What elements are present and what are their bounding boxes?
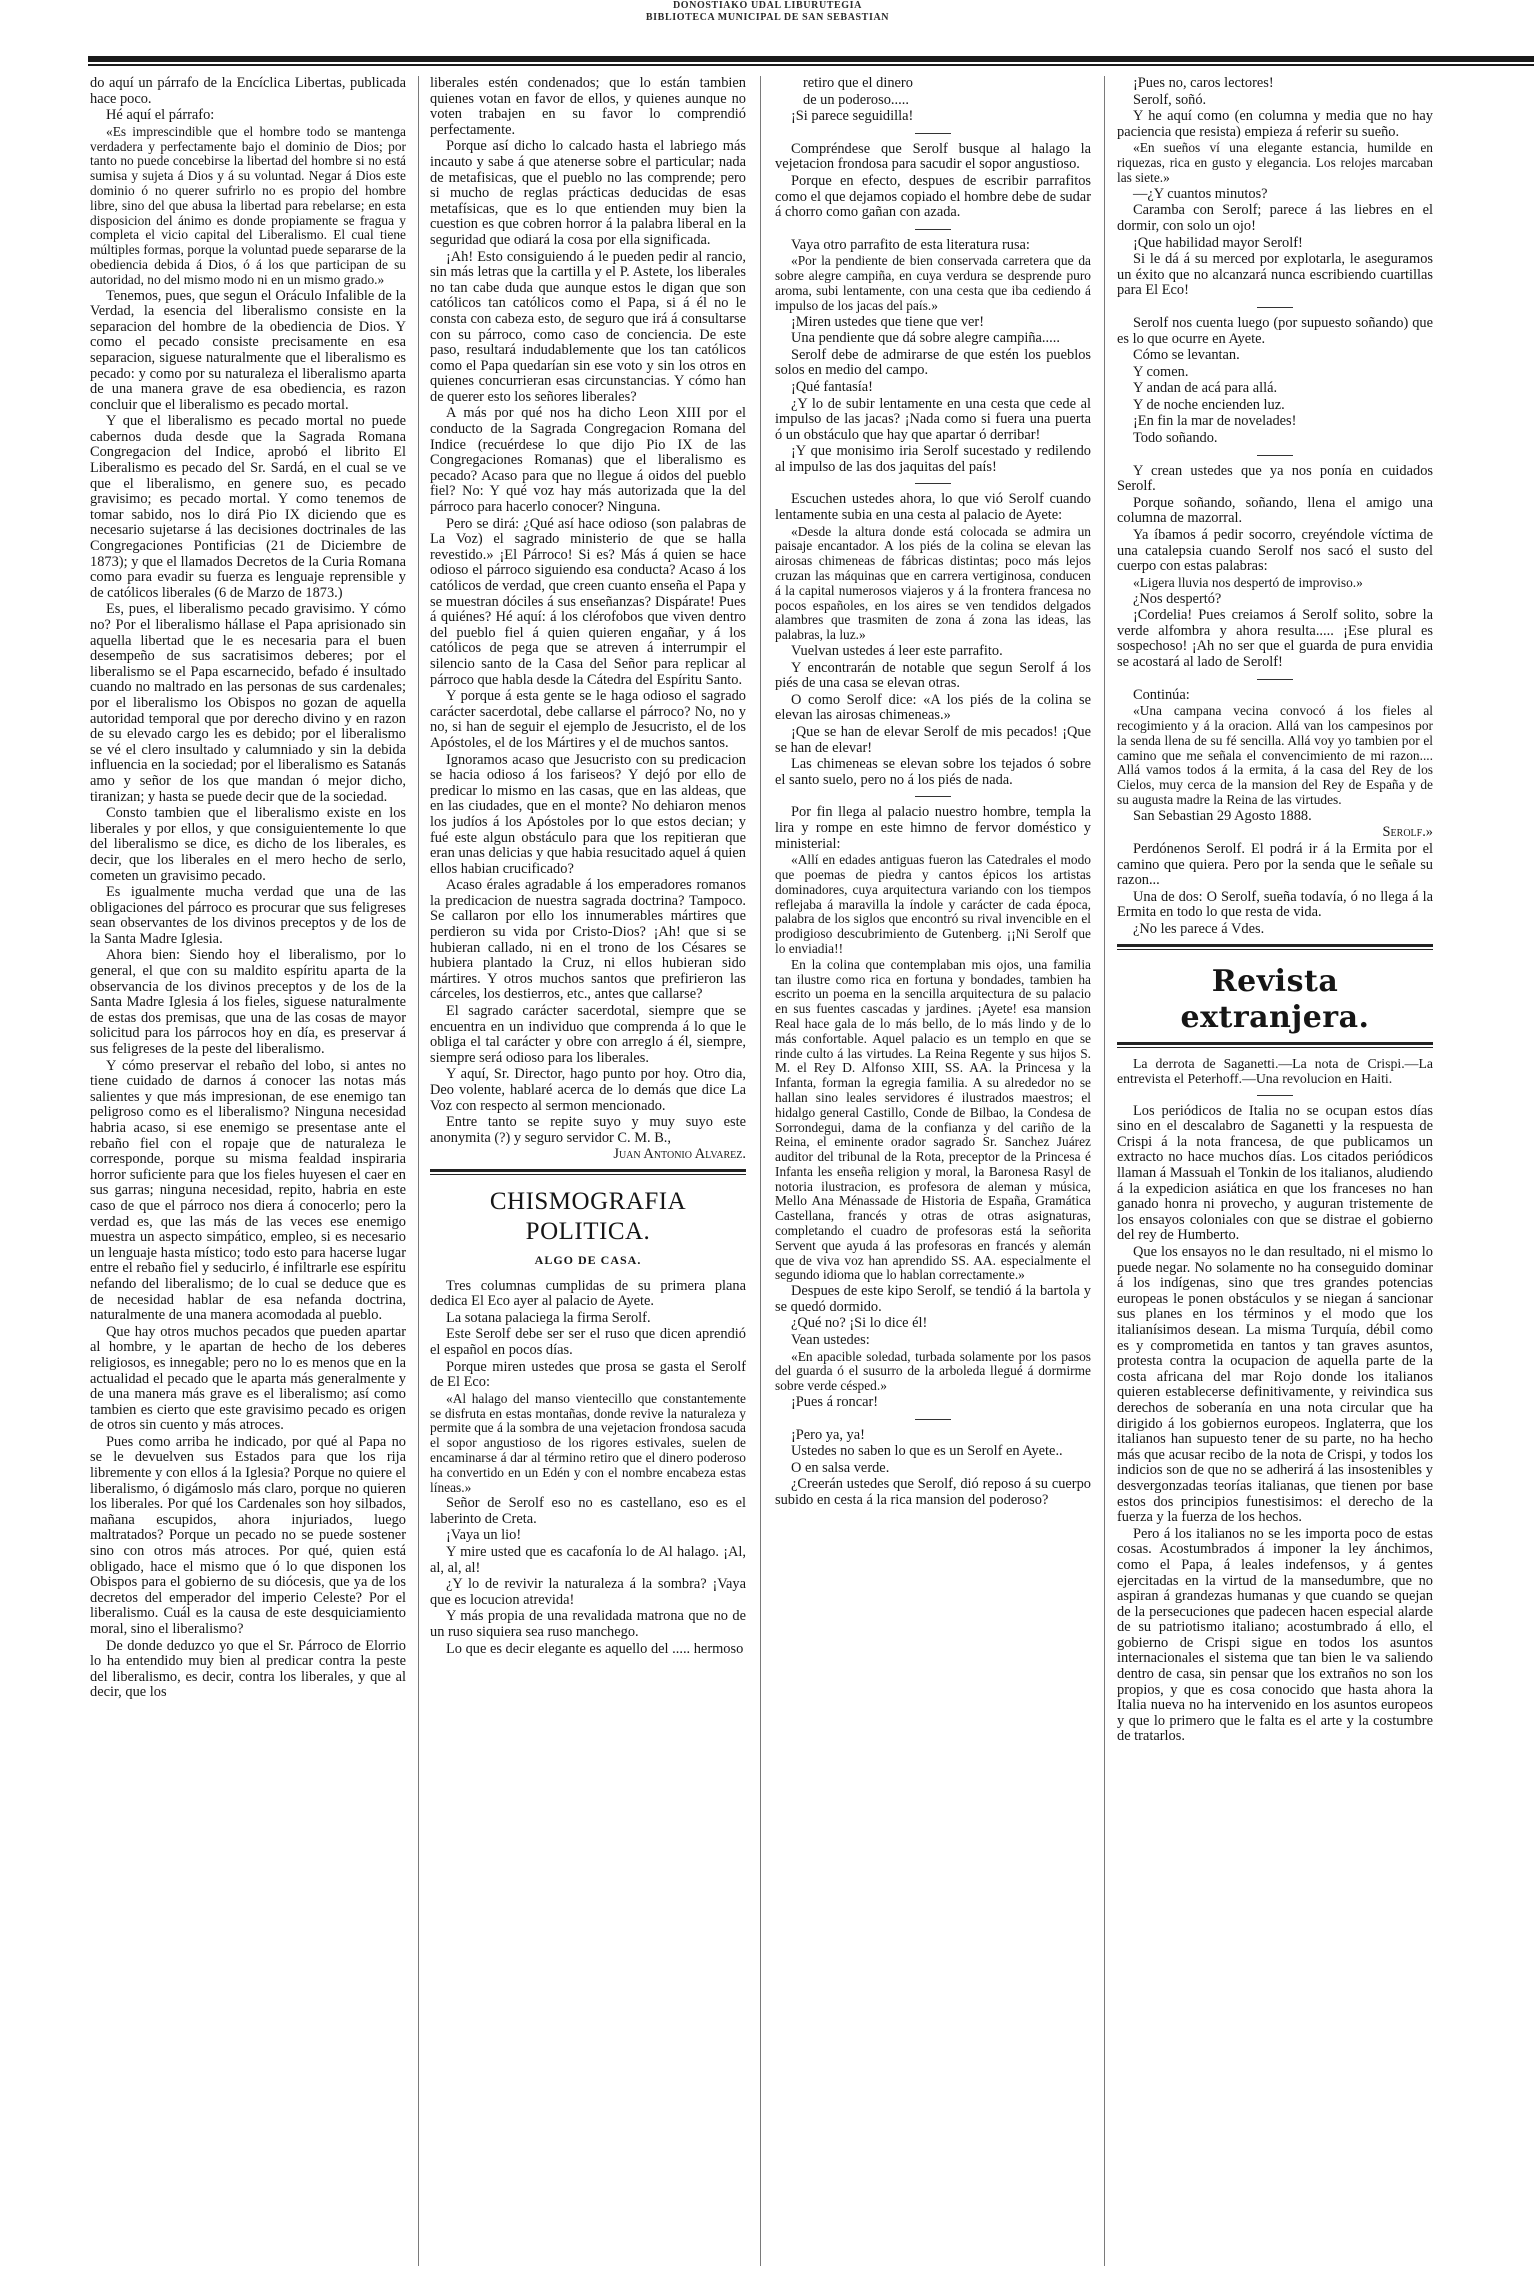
quote-paragraph: «Por la pendiente de bien conservada carretera que da sobre alegre campiña, en cuya verdura se desprende puro aroma, subi lentamente, con una cesta que iba cediendo á impulso de los jacas del país.» bbox=[775, 253, 1091, 313]
column-2 bbox=[430, 76, 746, 2266]
paragraph: Por fin llega al palacio nuestro hombre, templa la lira y rompe en este himno de fervor doméstico y ministerial: bbox=[775, 804, 1091, 852]
column-divider bbox=[1104, 76, 1105, 2266]
paragraph: ¡Que se han de elevar Serolf de mis pecados! ¡Que se han de elevar! bbox=[775, 724, 1091, 756]
paragraph: Pero se dirá: ¿Qué así hace odioso (son palabras de La Voz) el sagrado ministerio de que se halla revestido.» ¡El Párroco! Si es? Más á quien se hace odioso el párroco siguiendo esa conducta? Acaso á los católicos de verdad, que creen cuanto enseña el Papa y se muestran dóciles á sus enseñanzas? Dispárate! Pues á quiénes? Hé aquí: á los clérofobos que viven dentro del pueblo fiel á quien quieren engañar, y á los católicos de pega que se atreven á interrumpir el silencio santo de la Casa del Señor para replicar al párroco que habla desde la Cátedra del Espíritu Santo. bbox=[430, 515, 746, 688]
paragraph: Serolf nos cuenta luego (por supuesto soñando) que es lo que ocurre en Ayete. bbox=[1117, 314, 1433, 347]
paragraph: Ahora bien: Siendo hoy el liberalismo, por lo general, el que con su maldito espíritu aparta de la observancia de los divinos preceptos y de los de la Santa Madre Iglesia á los fieles, siguese naturalmente de estas dos premisas, que una de las cosas de mayor solicitud para los párrocos hoy en día, es preservar á sus feligreses de la peste del liberalismo. bbox=[90, 947, 406, 1058]
separator bbox=[915, 483, 951, 484]
paragraph: Lo que es decir elegante es aquello del ..... hermoso bbox=[446, 1640, 744, 1657]
verse-line: de un poderoso..... bbox=[803, 91, 909, 108]
paragraph: Y de noche encienden luz. bbox=[1133, 396, 1285, 413]
paragraph: Despues de este kipo Serolf, se tendió á la bartola y se quedó dormido. bbox=[775, 1283, 1091, 1315]
paragraph: Entre tanto se repite suyo y muy suyo este anonymita (?) y seguro servidor C. M. B., bbox=[430, 1114, 746, 1146]
masthead bbox=[0, 0, 1535, 60]
header-rule-thin bbox=[88, 64, 1534, 66]
paragraph: Este Serolf debe ser ser el ruso que dicen aprendió el español en pocos días. bbox=[430, 1326, 746, 1358]
paragraph: ¿No les parece á Vdes. bbox=[1133, 920, 1265, 937]
paragraph: do aquí un párrafo de la Encíclica Libertas, publicada hace poco. bbox=[90, 76, 406, 107]
paragraph: Porque soñando, soñando, llena el amigo una columna de mazorral. bbox=[1117, 494, 1433, 527]
signature: Juan Antonio Alvarez. bbox=[613, 1146, 746, 1163]
paragraph: ¡Pues á roncar! bbox=[791, 1394, 879, 1411]
paragraph: ¿Nos despertó? bbox=[1133, 590, 1222, 607]
paragraph: O como Serolf dice: «A los piés de la colina se elevan las airosas chimeneas.» bbox=[775, 691, 1091, 724]
paragraph: Las chimeneas se elevan sobre los tejados ó sobre el santo suelo, pero no á los piés de nada. bbox=[775, 756, 1091, 788]
quote-paragraph: «Allí en edades antiguas fueron las Catedrales el modo que poemas de piedra y cantos épicos los artistas dominadores, cuya arquitectura variando con los tiempos reflejaba á maravilla la índole y carácter de cada época, palabra de los siglos que encontró su rival invencible en el prodigioso descubrimiento de Gutenberg. ¡¡Ni Serolf que lo enviadia!! bbox=[775, 852, 1091, 956]
section-rule bbox=[1117, 944, 1433, 950]
paragraph: Tres columnas cumplidas de su primera plana dedica El Eco ayer al palacio de Ayete. bbox=[430, 1277, 746, 1310]
paragraph: Continúa: bbox=[1133, 686, 1190, 703]
quote-paragraph: «Ligera lluvia nos despertó de improviso.» bbox=[1133, 574, 1363, 590]
paragraph: Serolf debe de admirarse de que estén los pueblos solos en medio del campo. bbox=[775, 346, 1091, 379]
paragraph: O en salsa verde. bbox=[791, 1459, 890, 1476]
paragraph: ¡Pero ya, ya! bbox=[791, 1426, 865, 1443]
paragraph: Vaya otro parrafito de esta literatura rusa: bbox=[791, 236, 1030, 253]
paragraph: Ignoramos acaso que Jesucristo con su predicacion se hacia odioso á los fariseos? Y dejó por ello de predicar lo mismo en las casas, que en las aldeas, que en las ciudades, que en el monte? No dehiaron menos los judíos á los Apóstoles por lo que estos decian; y fué este algun obstáculo para que los repitieran que eran unas delicias y que habia resucitado aquel á quien ellos habian crucificado? bbox=[430, 751, 746, 877]
paragraph: Los periódicos de Italia no se ocupan estos días sino en el descalabro de Saganetti y la respuesta de Crispi á la nota francesa, de que publicamos un extracto no hace muchos días. Los citados periódicos llaman á Massuah el Tonkin de los italianos, aludiendo á la expedicion asiática en que los franceses no han ganado honra ni provecho, y auguran tristemente de los ensayos coloniales con que se distrae el gobierno del rey de Humberto. bbox=[1117, 1102, 1433, 1244]
paragraph: Todo soñando. bbox=[1133, 430, 1218, 447]
paragraph: ¡Qué fantasía! bbox=[791, 378, 873, 395]
paragraph: Acaso érales agradable á los emperadores romanos la predicacion de nuestra sagrada doctrina? Tampoco. Se callaron por ello los innumerables mártires que perdieron su vida por Cristo-Dios? ¡Ah! que si se hubieran callado, ni en el trono de los Césares se hubiera plantado la Cruz, ni ellos hubieran sido mártires. Y otros muchos santos que prefirieron las cárceles, los destierros, etc., antes que callarse? bbox=[430, 877, 746, 1003]
paragraph: El sagrado carácter sacerdotal, siempre que se encuentra en un individuo que comprenda á lo que le obliga el tal carácter y obre con arreglo á él, siempre, siempre será odioso para los liberales. bbox=[430, 1003, 746, 1066]
quote-paragraph: En la colina que contemplaban mis ojos, una familia tan ilustre como rica en fortuna y bondades, tambien ha escrito un poema en la sencilla arquitectura de su palacio en sus fuentes cascadas y jardines. ¡Ayete! esa mansion Real hace gala de lo más bello, de lo más lindo y de lo más confortable. Aquel palacio es un templo en que se rinde culto á las virtudes. La Reina Regente y sus hijos S. M. el Rey D. Alfonso XIII, SS. AA. la Princesa y la Infanta, forman la egregia familia. A su alrededor no se hallan sino leales servidores é ilustrados maestros; el hidalgo general Castillo, Conde de Bilbao, la Condesa de Sorrondegui, dama de la confianza y del cariño de la Reina, el eminente orador sagrado Sr. Sanchez Juárez auditor del tribunal de la Rota, preceptor de la Princesa é Infanta les enseña religion y moral, la Baronesa Rasyl de notoria ilustracion, es profesora de aleman y música, Mello Ana Ménassade de Historia de España, Gramática Castellana, francés y otras de otras asignaturas, completando el cuadro de profesoras está la señorita Servent que ayuda á las profesoras en francés y alemán que de viva voz han aprendido SS. AA. especialmente el segundo idioma que lo hablan correctamente.» bbox=[775, 956, 1091, 1283]
section-rule bbox=[1117, 1042, 1433, 1048]
separator bbox=[915, 133, 951, 134]
separator bbox=[1257, 679, 1293, 680]
signature: Serolf.» bbox=[1382, 824, 1433, 841]
paragraph: ¡Y que monisimo iria Serolf sucestado y redilendo al impulso de las dos jaquitas del país! bbox=[775, 443, 1091, 475]
paragraph: ¡En fin la mar de novelades! bbox=[1133, 413, 1297, 430]
paragraph: Y aquí, Sr. Director, hago punto por hoy. Otro dia, Deo volente, hablaré acerca de lo demás que dice La Voz con respecto al sermon mencionado. bbox=[430, 1066, 746, 1114]
paragraph: Y porque á esta gente se le haga odioso el sagrado carácter sacerdotal, debe callarse el párroco? No, no y no, si han de seguir el ejemplo de Jesucristo, el de los Apóstoles, el de los Mártires y el de muchos santos. bbox=[430, 688, 746, 751]
section-rule bbox=[430, 1169, 746, 1175]
paragraph: Es, pues, el liberalismo pecado gravisimo. Y cómo no? Por el liberalismo hállase el Papa aprisionado sin aquella libertad que le es necesaria para el buen desempeño de sus sacratisimos deberes; por el liberalismo se el Papa escarnecido, befado é insultado cuando no maltrado en las personas de sus cardenales; por el liberalismo los Obispos no gozan de aquella autoridad temporal que por derecho divino y en razon de su elevado cargo les es debido; por el liberalismo se vé el clero insultado y calumniado y sin la debida influencia en la sociedad; por el liberalismo es Satanás amo y señor de los que mandan ó mejor dicho, tiranizan; y hasta se puede decir que de la sociedad. bbox=[90, 601, 406, 805]
quote-paragraph: «En sueños ví una elegante estancia, humilde en riquezas, rica en gusto y elegancia. Los relojes marcaban las siete.» bbox=[1117, 140, 1433, 185]
archive-line-2: BIBLIOTECA MUNICIPAL DE SAN SEBASTIAN bbox=[645, 12, 890, 23]
paragraph: Que hay otros muchos pecados que pueden apartar al hombre, y le apartan de hecho de los deberes religiosos, es innegable; pero no lo es menos que en la actualidad el pecado que le aparta más generalmente y de una manera más grave es el liberalismo; así como tambien es cierto que este gravisimo pecado es origen de otros sin cuento y más atroces. bbox=[90, 1323, 406, 1434]
paragraph: Una de dos: O Serolf, sueña todavía, ó no llega á la Ermita en todo lo que resta de vida. bbox=[1117, 888, 1433, 921]
paragraph: ¿Y lo de subir lentamente en una cesta que cede al impulso de las jacas? ¡Nada como si fuera una puerta ó un obstáculo que hay que apartar ó derribar! bbox=[775, 395, 1091, 443]
column-3 bbox=[775, 76, 1091, 2266]
header-rule-thick bbox=[88, 56, 1534, 62]
paragraph: ¡Ah! Esto consiguiendo á le pueden pedir al rancio, sin más letras que la cartilla y el P. Astete, los liberales no tan cabe duda que aunque estos le digan que son católicos tan católicos como el Papa, si á él no le consta con cabeza esto, de seguro que irá á consultarse con su párroco, como caso de conciencia. De este paso, resultará indudablemente que los tan católicos como el Papa quedarían sin ese voto y sin los otros en quienes concurrieran esas circunstancias. Y cómo han de querer esto los señores liberales? bbox=[430, 248, 746, 405]
paragraph: Si le dá á su merced por explotarla, le aseguramos un éxito que no alcanzará nunca escribiendo cuartillas para El Eco! bbox=[1117, 251, 1433, 299]
paragraph: Consto tambien que el liberalismo existe en los liberales y por ellos, y que consiguientemente lo que del liberalismo se dice, es dicho de los liberales, es decir, que los liberales en el mero hecho de serlo, cometen un gravisimo pecado. bbox=[90, 805, 406, 884]
paragraph: ¡Vaya un lio! bbox=[446, 1527, 522, 1544]
paragraph: Y andan de acá para allá. bbox=[1133, 380, 1278, 397]
paragraph: ¿Creerán ustedes que Serolf, dió reposo á su cuerpo subido en cesta á la rica mansion del poderoso? bbox=[775, 1476, 1091, 1508]
paragraph: Y mire usted que es cacafonía lo de Al halago. ¡Al, al, al, al! bbox=[430, 1544, 746, 1576]
section-subtitle: ALGO DE CASA. bbox=[534, 1252, 642, 1267]
paragraph: Una pendiente que dá sobre alegre campiña..... bbox=[791, 330, 1060, 347]
quote-paragraph: «En apacible soledad, turbada solamente por los pasos del guarda ó el susurro de la arboleda llegué á dormirme sobre verde césped.» bbox=[775, 1348, 1091, 1394]
paragraph: Y he aquí como (en columna y media que no hay paciencia que resista) empieza á referir su sueño. bbox=[1117, 108, 1433, 140]
dateline: San Sebastian 29 Agosto 1888. bbox=[1133, 807, 1312, 824]
paragraph: ¿Y lo de revivir la naturaleza á la sombra? ¡Vaya que es locucion atrevida! bbox=[430, 1576, 746, 1608]
paragraph: Y que el liberalismo es pecado mortal no puede cabernos duda desde que la Sagrada Romana Congregacion del Indice, aprobó el librito El Liberalismo es pecado del Sr. Sardá, en el cual se ve que el liberalismo, en genere suo, es pecado gravisimo; es pecado mortal. Y como tenemos de tomar sabido, nos lo dirá Pio IX diciendo que es necesario sujetarse á las decisiones doctrinales de las Congregaciones Pontificias (21 de Diciembre de 1873); y que el llamados Decretos de la Curia Romana como para evadir su fuerza es lenguaje reprensible y de católicos liberales (6 de Marzo de 1873.) bbox=[90, 413, 406, 601]
paragraph: ¡Miren ustedes que tiene que ver! bbox=[791, 313, 985, 330]
paragraph: Pues como arriba he indicado, por qué al Papa no se le devuelven sus Estados para que los rija libremente y con ellos á la Iglesia? Porque no quiere el liberalismo, ó digámoslo más claro, porque no quieren los liberales. Por qué los Cardenales son hoy silbados, mañana escupidos, ahora injuriados, luego maltratados? Porque un pecado no se puede sostener sino con otros más atroces. Por qué, quien está obligado, hace el mismo que ó lo que disponen los Obispos para el gobierno de su diócesis, que ya de los decretos del emperador del imperio Celeste? Por el liberalismo. Cuál es la causa de este desquiciamiento moral, sino el liberalismo? bbox=[90, 1433, 406, 1638]
paragraph: Y comen. bbox=[1133, 363, 1189, 380]
paragraph: ¿Qué no? ¡Si lo dice él! bbox=[791, 1315, 928, 1332]
paragraph: liberales estén condenados; que lo están tambien quienes votan en favor de ellos, y quienes aunque no voten trabajen en su favor lo comprendió perfectamente. bbox=[430, 76, 746, 138]
paragraph: Porque en efecto, despues de escribir parrafitos como el que dejamos copiado el hombre debe de sudar á chorro como gañan con azada. bbox=[775, 172, 1091, 221]
paragraph: Señor de Serolf eso no es castellano, eso es el laberinto de Creta. bbox=[430, 1495, 746, 1527]
paragraph: Hé aquí el párrafo: bbox=[106, 107, 215, 124]
paragraph: La sotana palaciega la firma Serolf. bbox=[446, 1309, 651, 1326]
paragraph: Y crean ustedes que ya nos ponía en cuidados Serolf. bbox=[1117, 462, 1433, 495]
paragraph: —¿Y cuantos minutos? bbox=[1133, 185, 1268, 202]
archive-line-1: DONOSTIAKO UDAL LIBURUTEGIA bbox=[672, 0, 862, 11]
paragraph: Caramba con Serolf; parece á las liebres en el dormir, con solo un ojo! bbox=[1117, 202, 1433, 234]
separator bbox=[915, 796, 951, 797]
paragraph: Porque miren ustedes que prosa se gasta el Serolf de El Eco: bbox=[430, 1358, 746, 1391]
paragraph: Y cómo preservar el rebaño del lobo, si antes no tiene cuidado de darnos á conocer las notas más salientes y que más impresionan, de ese enemigo tan peligroso como es el liberalismo? Ninguna necesidad habria acaso, si ese enemigo se presentase ante el rebaño fiel con el ropaje que de naturaleza le corresponde, porque su misma fealdad inspiraria horror suficiente para que los fieles huyesen el caer en sus garras; ninguna necesidad, repito, habria en este caso de que el párroco nos diera á conocerlo; pero la verdad es, que las más de las veces ese enemigo muestra un aspecto simpático, empleo, si es necesario un lenguaje hasta místico; todo esto para hacerse lugar entre el rebaño fiel y seducirlo, é infiltrarle ese espíritu nefando del liberalismo; de lo cual se deduce que es de necesidad hablar de esa nefanda doctrina, naturalmente de una manera acomodada al pueblo. bbox=[90, 1057, 406, 1324]
separator bbox=[1257, 307, 1293, 308]
section-title: CHISMOGRAFIA POLITICA. bbox=[489, 1187, 687, 1245]
paragraph: Serolf, soñó. bbox=[1133, 91, 1207, 108]
paragraph: Escuchen ustedes ahora, lo que vió Serolf cuando lentamente subia en una cesta al palacio de Ayete: bbox=[775, 491, 1091, 524]
paragraph: Ya íbamos á pedir socorro, creyéndole víctima de una catalepsia cuando Serolf nos sacó el susto del cuerpo con estas palabras: bbox=[1117, 527, 1433, 575]
paragraph: Porque así dicho lo calcado hasta el labriego más incauto y sabe á que atenerse sobre el particular; nada de metafisicas, que el pueblo no las comprende; pero si mucho de reglas prácticas deducidas de esas metafísicas, que es lo que entienden muy bien la cuestion es que cobren horror á la palabra liberal en la seguridad que odiará la cosa por ella significada. bbox=[430, 138, 746, 248]
verse-line: retiro que el dinero bbox=[803, 76, 913, 91]
separator bbox=[915, 229, 951, 230]
paragraph: Vean ustedes: bbox=[791, 1332, 870, 1349]
paragraph: Ustedes no saben lo que es un Serolf en Ayete.. bbox=[791, 1443, 1063, 1460]
paragraph: Pero á los italianos no se les importa poco de estas cosas. Acostumbrados á imponer la ley ánchimos, como el Papa, á leales indefensos, y á gentes ejercitadas en la virtud de la mansedumbre, que no aspiran á grandezas humanas y que cuando se quejan de la persecuciones que padecen hacen especial alarde de su patriotismo italiano; acostumbrado á ello, el gobierno de Crispi sigue en todos los asuntos internacionales el sistema que tan bien le va saliendo dentro de casa, sin pensar que los extraños no son los propios, y que es cosa conocido que hasta ahora la Italia nueva no ha intervenido en los asuntos europeos y que lo primero que le falta es el arte y la costumbre de tratarlos. bbox=[1117, 1525, 1433, 1745]
quote-paragraph: «Al halago del manso vientecillo que constantemente se disfruta en estas montañas, donde revive la naturaleza y permite que á la sombra de una vejetacion frondosa sacuda el sopor angustioso de los rigores estivales, suelen de encaminarse á dar al término retiro que el dinero poderoso ha convertido en un Edén y con el nombre encabeza estas líneas.» bbox=[430, 1390, 746, 1495]
paragraph: Cómo se levantan. bbox=[1133, 347, 1240, 364]
column-divider bbox=[418, 76, 419, 2266]
column-divider bbox=[760, 76, 761, 2266]
section-title: Revista extranjera. bbox=[1180, 963, 1370, 1035]
separator bbox=[1257, 1095, 1293, 1096]
paragraph: De donde deduzco yo que el Sr. Párroco de Elorrio lo ha entendido muy bien al predicar contra la peste del liberalismo, es decir, contra los liberales, y que al decir, que los bbox=[90, 1637, 406, 1701]
paragraph: ¡Cordelia! Pues creiamos á Serolf solito, sobre la verde alfombra y ahora resulta..... ¡Ese plural es sospechoso! ¡Ah no ser que el guarda de pura envidia se acostará al lado de Serolf! bbox=[1117, 607, 1433, 670]
paragraph: Y encontrarán de notable que segun Serolf á los piés de una casa se elevan otras. bbox=[775, 659, 1091, 692]
paragraph: ¡Si parece seguidilla! bbox=[791, 108, 914, 125]
section-summary: La derrota de Saganetti.—La nota de Crispi.—La entrevista el Peterhoff.—Una revolucion en Haiti. bbox=[1117, 1055, 1433, 1087]
quote-paragraph: «Desde la altura donde está colocada se admira un paisaje encantador. A los piés de la colina se elevan las airosas chimeneas de fábricas distintas; poco más lejos cruzan las máquinas que en carrera vertiginosa, conducen á la capital numerosos viajeros y á la frontera francesa no pocos españoles, en los aires se ven tendidos delgados alambres que trasmiten de zona á zona las ideas, las palabras, la luz.» bbox=[775, 523, 1091, 643]
paragraph: Compréndese que Serolf busque al halago la vejetacion frondosa para sacudir el sopor angustioso. bbox=[775, 140, 1091, 173]
paragraph: Tenemos, pues, que segun el Oráculo Infalible de la Verdad, la esencia del liberalismo consiste en la separacion del hombre de la obediencia de Dios. Y como el pecado consiste precisamente en esa separacion, siguese naturalmente que el liberalismo es pecado: y como por su naturaleza el liberalismo aparta de una manera grave de esa obediencia, es razon concluir que el liberalismo es pecado mortal. bbox=[90, 287, 406, 413]
paragraph: Que los ensayos no le dan resultado, ni el mismo lo puede negar. No solamente no ha conseguido dominar á los indígenas, sino que tres grandes potencias europeas le ponen obstáculos y se niegan á sancionar sus planes en los términos y el modo que los italianísimos desean. La misma Turquía, débil como es y comprometida en tantos y tan graves asuntos, protesta contra la ocupacion de aquella parte de la costa africana del mar Rojo donde los italianos quieren establecerse definitivamente, y reivindica sus derechos de soberanía en una nota circular que ha dirigido á los gobiernos europeos. Inglaterra, que los italianos han supuesto tener de su parte, no ha hecho más que acusar recibo de la nota de Crispi, y todos los indicios son de que no se adherirá á las insostenibles y desvergonzadas teorías italianas, que tienen por base estos dos principios funestisimos: el derecho de la fuerza y la fuerza de los hechos. bbox=[1117, 1244, 1433, 1526]
quote-paragraph: «Una campana vecina convocó á los fieles al recogimiento y á la oracion. Allá van los campesinos por la senda llena de su fé sencilla. Allá voy yo tambien por el camino que me señala el convencimiento de mi razon.... Allá vamos todos á la ermita, á la casa del Rey de los Cielos, muy cerca de la mansion del Rey de España y de su augusta madre la Reina de las virtudes. bbox=[1117, 703, 1433, 807]
quote-paragraph: «Es imprescindible que el hombre todo se mantenga verdadera y perfectamente bajo el dominio de Dios; por tanto no puede concebirse la libertad del hombre si no está sumisa y sujeta á Dios y á su voluntad. Negar á Dios este dominio ó no querer sufrirlo no es propio del hombre libre, sino del que abusa la libertad para rebelarse; en esta disposicion del ánimo es donde propiamente se fragua y completa el vicio capital del Liberalismo. El cual tiene múltiples formas, porque la voluntad puede separarse de la obediencia debida á Dios, ó á los que participan de su autoridad, no del mismo modo ni en un mismo grado.» bbox=[90, 123, 406, 287]
paragraph: Es igualmente mucha verdad que una de las obligaciones del párroco es procurar que sus feligreses sean observantes de los divinos preceptos y de los de la Santa Madre Iglesia. bbox=[90, 884, 406, 947]
separator bbox=[915, 1419, 951, 1420]
separator bbox=[1257, 455, 1293, 456]
paragraph: Perdónenos Serolf. El podrá ir á la Ermita por el camino que quiera. Pero por la senda que le señale su razon... bbox=[1117, 840, 1433, 889]
paragraph: ¡Pues no, caros lectores! bbox=[1133, 76, 1274, 91]
paragraph: A más por qué nos ha dicho Leon XIII por el conducto de la Sagrada Congregacion Romana del Indice (recuérdese lo que dijo Pio IX de las Congregaciones Romanas) que el liberalismo es pecado? Acaso para que no llegue á oidos del pueblo fiel? No: Y qué voz hay más autorizada que la del párroco para hacerlo conocer? Ninguna. bbox=[430, 405, 746, 516]
paragraph: Y más propia de una revalidada matrona que no de un ruso siquiera sea ruso manchego. bbox=[430, 1608, 746, 1641]
column-1 bbox=[90, 76, 406, 2266]
column-4 bbox=[1117, 76, 1433, 2266]
paragraph: ¡Que habilidad mayor Serolf! bbox=[1133, 234, 1303, 251]
paragraph: Vuelvan ustedes á leer este parrafito. bbox=[791, 643, 1003, 660]
